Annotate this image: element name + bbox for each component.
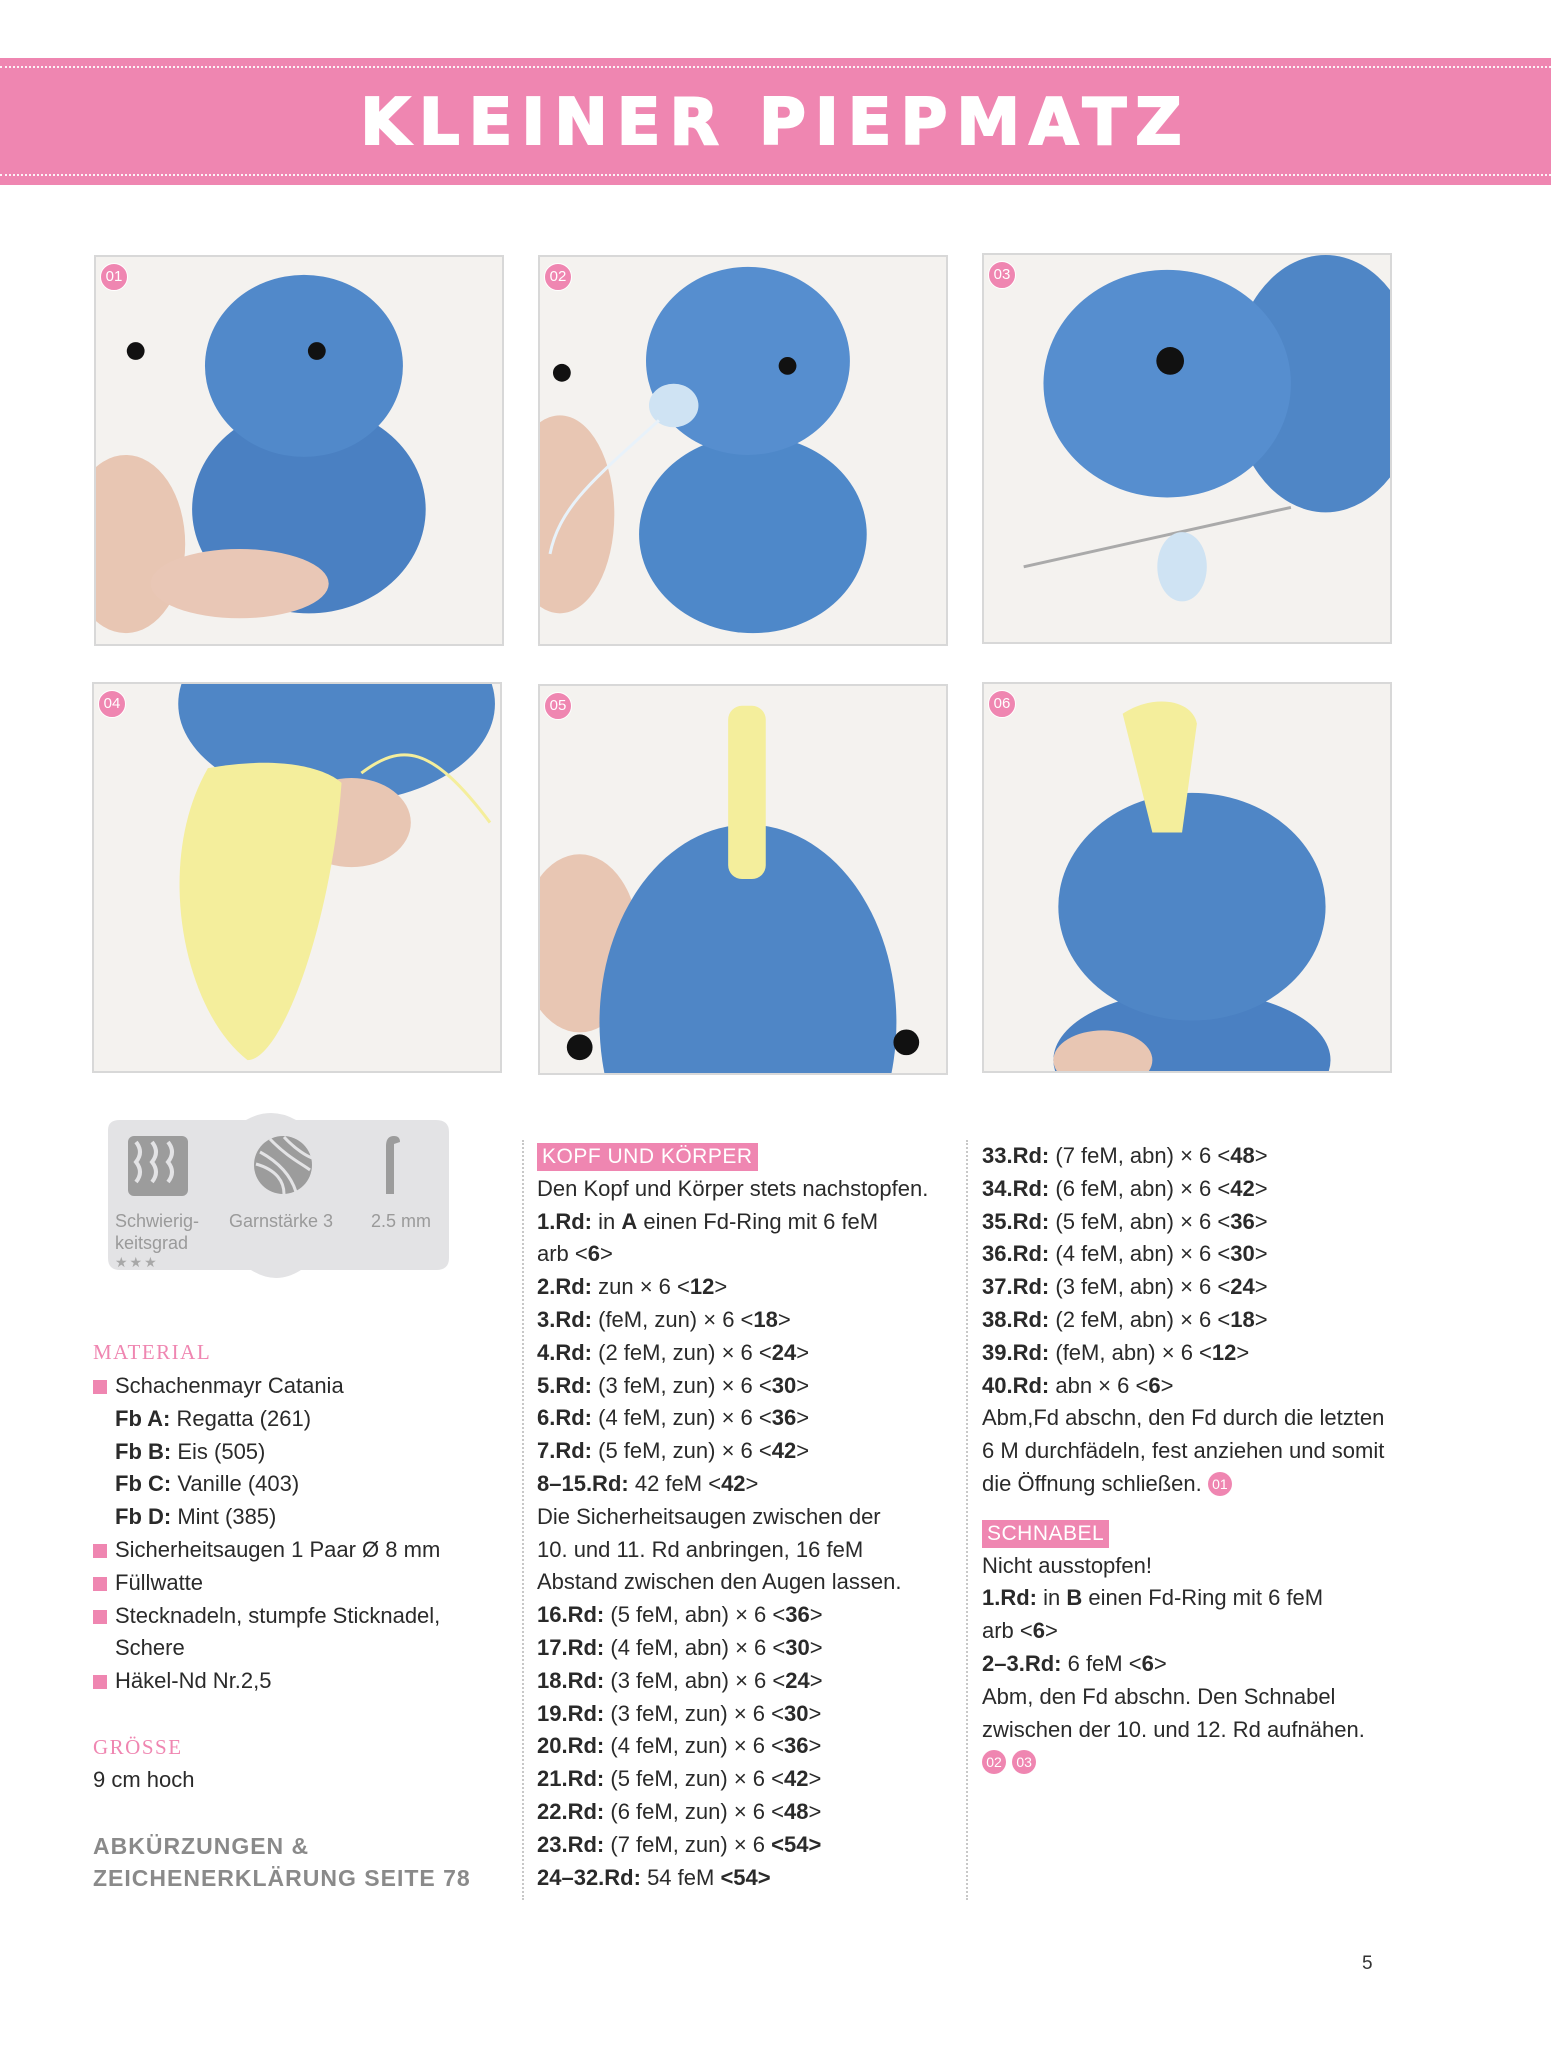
photo-number: 05 [544,692,572,720]
instruction-line: Den Kopf und Körper stets nachstopfen. [537,1175,929,1201]
instruction-line: 19.Rd: (3 feM, zun) × 6 <30> [537,1700,822,1726]
head-body-instructions [537,1140,928,1894]
material-list [93,1370,440,1698]
info-card [96,1112,457,1286]
photo-06 [982,682,1392,1073]
instruction-line: 18.Rd: (3 feM, abn) × 6 <24> [537,1667,823,1693]
instruction-line: 20.Rd: (4 feM, zun) × 6 <36> [537,1733,822,1759]
photo-number: 02 [544,263,572,291]
instruction-line: Die Sicherheitsaugen zwischen der [537,1503,881,1529]
yarn-ball-icon [252,1134,314,1196]
photo-02-image [540,257,946,644]
instruction-line: 16.Rd: (5 feM, abn) × 6 <36> [537,1602,823,1628]
size-heading: GRÖSSE [93,1735,183,1759]
instruction-line: 17.Rd: (4 feM, abn) × 6 <30> [537,1634,823,1660]
column-divider [966,1140,968,1900]
instruction-line: 1.Rd: in A einen Fd-Ring mit 6 feM [537,1208,879,1234]
size-value: 9 cm hoch [93,1767,195,1792]
banner-stitch-bottom [0,174,1551,176]
instruction-line: 23.Rd: (7 feM, zun) × 6 <54> [537,1831,822,1857]
finish-and-beak-instructions [982,1140,1384,1779]
instruction-line: 34.Rd: (6 feM, abn) × 6 <42> [982,1175,1268,1201]
page-number: 5 [1362,1953,1373,1974]
instruction-line: 37.Rd: (3 feM, abn) × 6 <24> [982,1274,1268,1300]
photo-01-image [96,257,502,644]
list-item: Füllwatte [93,1567,440,1600]
list-item: Fb A: Regatta (261) [115,1405,312,1431]
column-divider [522,1140,524,1900]
instruction-line: 5.Rd: (3 feM, zun) × 6 <30> [537,1372,810,1398]
photo-05 [538,684,948,1075]
yarn-weight-label: Garnstärke 3 [229,1211,334,1231]
bullet-icon [93,1577,107,1591]
instruction-line: 22.Rd: (6 feM, zun) × 6 <48> [537,1798,822,1824]
photo-number: 01 [100,263,128,291]
photo-02 [538,255,948,646]
section-heading-beak: SCHNABEL [982,1520,1109,1548]
banner-stitch-top [0,66,1551,68]
list-item: Schachenmayr Catania [93,1370,440,1403]
instruction-line: 36.Rd: (4 feM, abn) × 6 <30> [982,1241,1268,1267]
instruction-line: 33.Rd: (7 feM, abn) × 6 <48> [982,1143,1268,1168]
photo-06-image [984,684,1390,1071]
instruction-line: 7.Rd: (5 feM, zun) × 6 <42> [537,1438,810,1464]
instruction-line: 6 M durchfädeln, fest anziehen und somit [982,1438,1385,1464]
instruction-line: 1.Rd: in B einen Fd-Ring mit 6 feM [982,1585,1324,1611]
list-item: Sicherheitsaugen 1 Paar Ø 8 mm [93,1534,440,1567]
instruction-line: 8–15.Rd: 42 feM <42> [537,1470,759,1496]
photo-05-image [540,686,946,1073]
instruction-line: Nicht ausstopfen! [982,1552,1152,1578]
photo-04 [92,682,502,1073]
instruction-line: arb <6> [537,1241,613,1267]
photo-04-image [94,684,500,1071]
bullet-icon [93,1610,107,1624]
photo-number: 06 [988,690,1016,718]
instruction-line: 38.Rd: (2 feM, abn) × 6 <18> [982,1306,1268,1332]
photo-ref-badge: 01 [1208,1472,1232,1496]
photo-ref-badge: 02 [982,1750,1006,1774]
instruction-line: 40.Rd: abn × 6 <6> [982,1372,1174,1398]
instruction-line: 39.Rd: (feM, abn) × 6 <12> [982,1339,1250,1365]
instruction-line: 2.Rd: zun × 6 <12> [537,1274,728,1300]
instruction-line: 21.Rd: (5 feM, zun) × 6 <42> [537,1766,822,1792]
instruction-line: Abm,Fd abschn, den Fd durch die letzten [982,1405,1385,1431]
instruction-line: 24–32.Rd: 54 feM <54> [537,1864,771,1890]
instruction-line: 35.Rd: (5 feM, abn) × 6 <36> [982,1208,1268,1234]
page-title: KLEINER PIEPMATZ [360,86,1191,160]
difficulty-label: Schwierig- keitsgrad [115,1211,200,1253]
material-heading: MATERIAL [93,1340,212,1364]
instruction-line: arb <6> [982,1618,1058,1644]
bullet-icon [93,1675,107,1689]
instruction-line: Abm, den Fd abschn. Den Schnabel [982,1683,1336,1709]
photo-number: 04 [98,690,126,718]
instruction-line: 4.Rd: (2 feM, zun) × 6 <24> [537,1339,810,1365]
photo-03 [982,253,1392,644]
instruction-line: Abstand zwischen den Augen lassen. [537,1569,902,1595]
section-heading-head-body: KOPF UND KÖRPER [537,1143,758,1171]
instruction-line [982,1746,1384,1779]
list-item: Fb D: Mint (385) [115,1504,277,1530]
difficulty-stars: ★★★ [115,1254,159,1270]
instruction-line: 2–3.Rd: 6 feM <6> [982,1650,1167,1676]
photo-03-image [984,255,1390,642]
instruction-line: die Öffnung schließen. 01 [982,1468,1384,1501]
list-item: Häkel-Nd Nr.2,5 [93,1665,440,1698]
abbreviations-note: ABKÜRZUNGEN & ZEICHENERKLÄRUNG SEITE 78 [93,1833,471,1891]
bullet-icon [93,1544,107,1558]
instruction-line: 10. und 11. Rd anbringen, 16 feM [537,1536,864,1562]
list-item: Fb C: Vanille (403) [115,1471,300,1497]
photo-ref-badge: 03 [1012,1750,1036,1774]
yarn-texture-icon [126,1134,190,1198]
title-banner [0,58,1551,185]
crochet-hook-icon [376,1134,406,1196]
list-item: Fb B: Eis (505) [115,1438,266,1464]
bullet-icon [93,1380,107,1394]
hook-size-label: 2.5 mm [371,1211,432,1231]
list-item: Stecknadeln, stumpfe Sticknadel, [93,1600,440,1633]
photo-01 [94,255,504,646]
instruction-line: 6.Rd: (4 feM, zun) × 6 <36> [537,1405,810,1431]
photo-number: 03 [988,261,1016,289]
instruction-line: 3.Rd: (feM, zun) × 6 <18> [537,1306,791,1332]
list-item: Schere [115,1635,185,1661]
instruction-line: zwischen der 10. und 12. Rd aufnähen. [982,1716,1365,1742]
